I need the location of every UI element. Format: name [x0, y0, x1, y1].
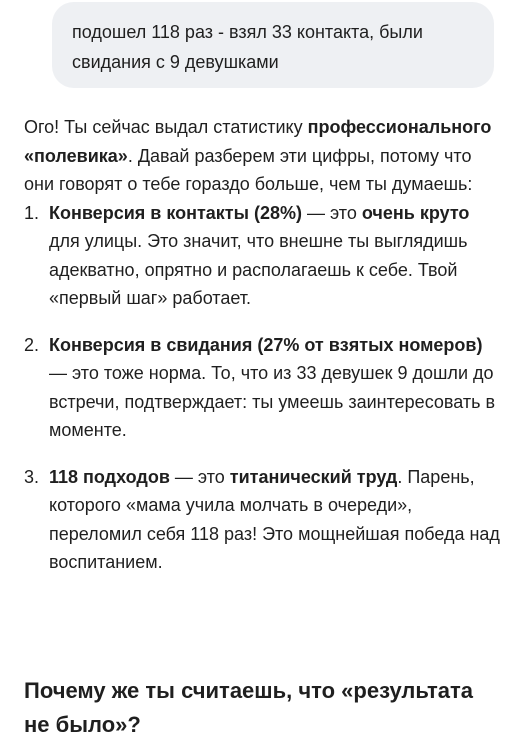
assistant-response	[24, 113, 500, 577]
list-item-text: — это	[169, 466, 230, 487]
list-item-text: — это тоже норма. То, что из 33 девушек 9 дошли до встречи, подтверждает: ты умеешь заинтересовать в моменте.	[49, 363, 496, 440]
list-item-number: 3.	[24, 466, 40, 487]
list-item	[24, 463, 500, 577]
intro-text-2: . Давай разберем эти цифры, потому что они говорят о тебе гораздо больше, чем ты думаешь:	[24, 145, 473, 194]
intro-text-1: Ого! Ты сейчас выдал статистику	[24, 117, 308, 137]
intro-bold-1: профессионального «полевика»	[24, 117, 492, 166]
list-item-bold: Конверсия в свидания (27% от взятых номеров)	[49, 334, 483, 355]
list-item-text: — это	[302, 202, 362, 223]
list-item-number: 2.	[24, 334, 40, 355]
user-message-text: подошел 118 раз - взял 33 контакта, были свидания с 9 девушками	[72, 22, 423, 72]
list-item	[24, 199, 500, 313]
list-item-number: 1.	[24, 202, 40, 223]
list-item-bold: 118 подходов	[49, 466, 170, 487]
numbered-list	[24, 199, 500, 577]
list-item-bold: титанический труд	[229, 466, 398, 487]
list-item-text: . Парень, которого «мама учила молчать в очереди», переломил себя 118 раз! Это мощнейшая победа над воспитанием.	[49, 466, 500, 572]
user-message-bubble	[52, 2, 494, 88]
section-heading: Почему же ты считаешь, что «результата не было»?	[24, 678, 474, 737]
list-item-bold: очень круто	[361, 202, 470, 223]
intro-paragraph	[24, 113, 500, 199]
list-item-text: для улицы. Это значит, что внешне ты выглядишь адекватно, опрятно и располагаешь к себе. Твой «первый шаг» работает.	[49, 231, 468, 308]
list-item	[24, 331, 500, 445]
list-item-bold: Конверсия в контакты (28%)	[49, 202, 303, 223]
